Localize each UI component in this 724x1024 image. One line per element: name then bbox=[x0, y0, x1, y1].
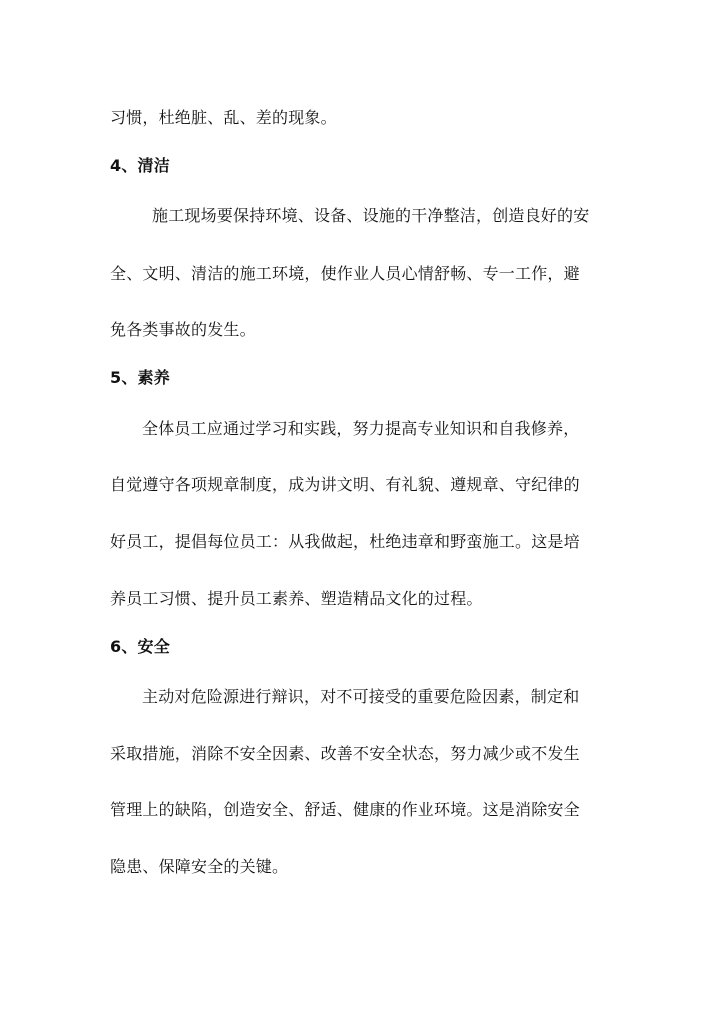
paragraph-line: 自觉遵守各项规章制度，成为讲文明、有礼貌、遵规章、守纪律的 bbox=[110, 475, 580, 494]
paragraph-line: 习惯，杜绝脏、乱、差的现象。 bbox=[110, 108, 337, 127]
paragraph-line: 管理上的缺陷，创造安全、舒适、健康的作业环境。这是消除安全 bbox=[110, 800, 580, 819]
paragraph-line: 免各类事故的发生。 bbox=[110, 320, 256, 339]
paragraph-line: 主动对危险源进行辩识，对不可接受的重要危险因素，制定和 bbox=[142, 687, 580, 706]
paragraph-line: 施工现场要保持环境、设备、设施的干净整洁，创造良好的安 bbox=[152, 206, 590, 225]
paragraph-line: 全、文明、清洁的施工环境，使作业人员心情舒畅、专一工作，避 bbox=[110, 264, 580, 283]
section-heading-safety: 6、安全 bbox=[110, 637, 170, 656]
paragraph-line: 养员工习惯、提升员工素养、塑造精品文化的过程。 bbox=[110, 589, 483, 608]
paragraph-line: 采取措施，消除不安全因素、改善不安全状态，努力减少或不发生 bbox=[110, 744, 580, 763]
paragraph-line: 全体员工应通过学习和实践，努力提高专业知识和自我修养， bbox=[142, 419, 580, 438]
section-heading-cleaning: 4、清洁 bbox=[110, 156, 170, 175]
paragraph-line: 隐患、保障安全的关键。 bbox=[110, 857, 289, 876]
paragraph-line: 好员工，提倡每位员工：从我做起，杜绝违章和野蛮施工。这是培 bbox=[110, 532, 580, 551]
section-heading-literacy: 5、素养 bbox=[110, 368, 170, 387]
